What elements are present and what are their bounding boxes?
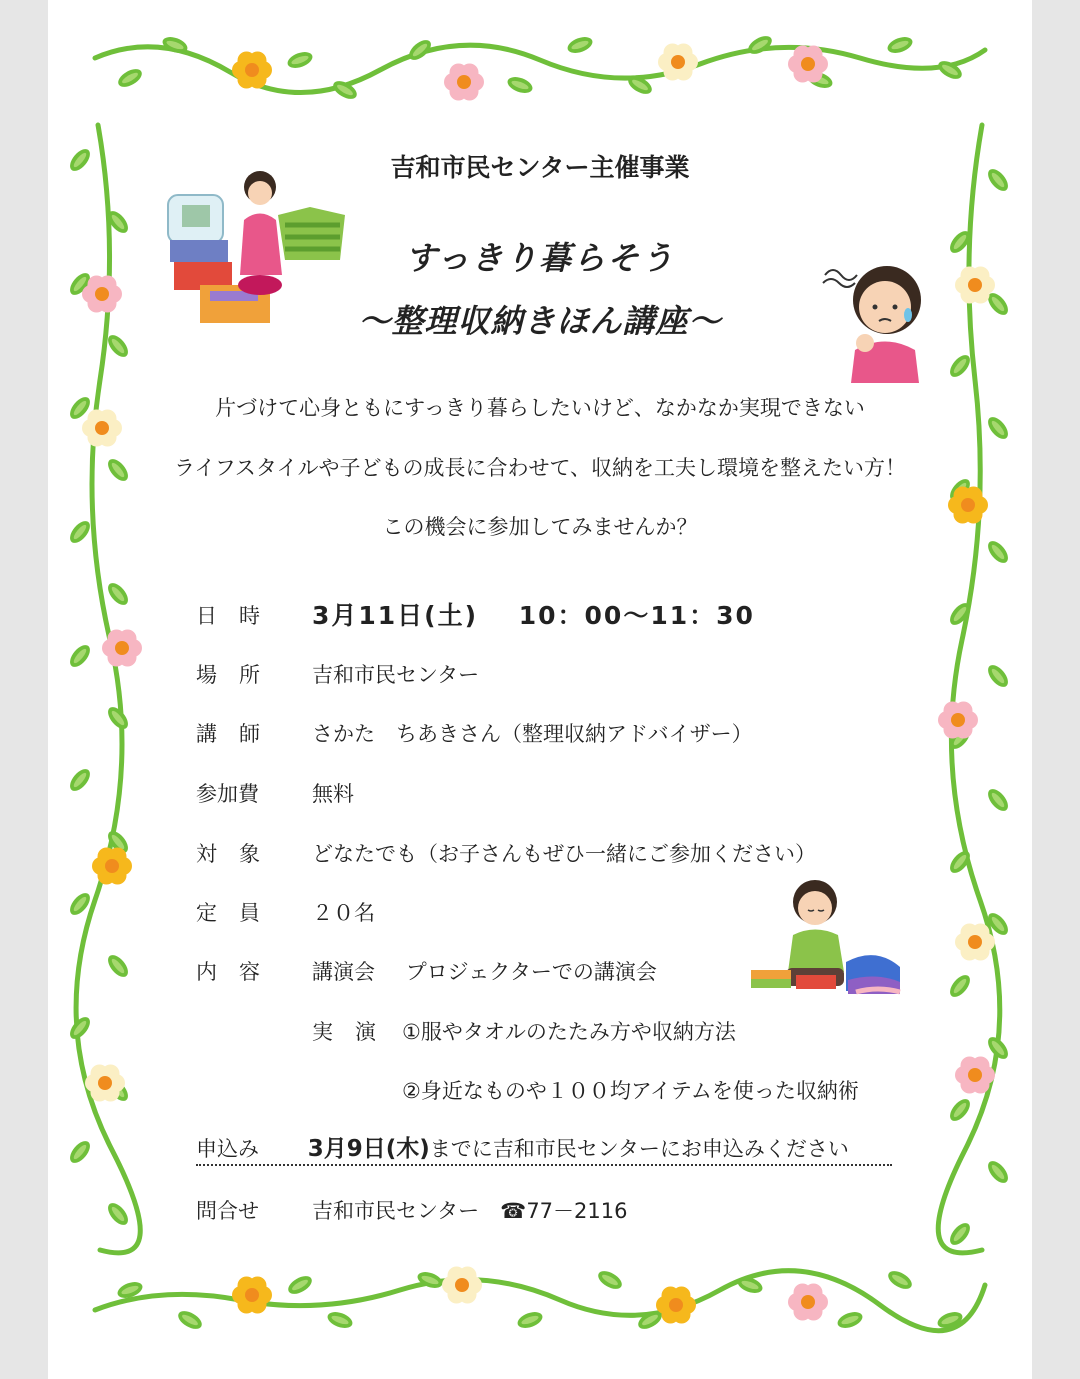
target-value: どなたでも（お子さんもぜひ一緒にご参加ください） [312, 842, 816, 866]
fee-label: 参加費 [196, 782, 259, 806]
contact-label: 問合せ [196, 1199, 259, 1223]
apply-deadline: 3月9日(木) [307, 1136, 430, 1162]
lecturer-label: 講師 [196, 722, 282, 746]
worried-woman-illustration [815, 255, 925, 383]
organizer-text: 吉和市民センター主催事業 [390, 153, 690, 182]
fee-value: 無料 [312, 782, 354, 806]
apply-instructions: までに吉和市民センターにお申込みください [429, 1137, 849, 1161]
lecture-value: プロジェクターでの講演会 [405, 960, 657, 984]
folding-clothes-illustration [160, 165, 355, 330]
intro-line-1: 片づけて心身ともにすっきり暮らしたいけど、なかなか実現できない [215, 396, 865, 420]
event-time: 10：00～11：30 [518, 601, 755, 630]
contact-value: 吉和市民センター ☎77－2116 [312, 1199, 628, 1223]
datetime-label: 日時 [196, 604, 282, 628]
demo-item-2: ②身近なものや１００均アイテムを使った収納術 [402, 1079, 859, 1103]
content-label: 内容 [196, 960, 282, 984]
kneeling-woman-illustration [748, 880, 908, 1005]
capacity-label: 定員 [196, 901, 282, 925]
lecturer-value: さかた ちあきさん（整理収納アドバイザー） [312, 722, 753, 746]
event-subtitle: ～整理収納きほん講座～ [358, 302, 722, 340]
event-date: 3月11日(土) [312, 601, 479, 630]
demo-item-1: ①服やタオルのたたみ方や収納方法 [402, 1020, 736, 1044]
event-title: すっきり暮らそう [404, 239, 676, 277]
place-label: 場所 [196, 663, 282, 687]
demo-label: 実演 [312, 1020, 398, 1044]
target-label: 対象 [196, 842, 282, 866]
apply-label: 申込み [196, 1137, 259, 1161]
datetime-value [312, 596, 755, 632]
intro-line-3: この機会に参加してみませんか？ [382, 515, 698, 539]
lecture-label: 講演会 [312, 960, 375, 984]
capacity-value: ２０名 [312, 901, 375, 925]
intro-line-2: ライフスタイルや子どもの成長に合わせて、収納を工夫し環境を整えたい方！ [173, 456, 907, 480]
content-lecture [312, 956, 657, 986]
apply-row [196, 1130, 892, 1166]
place-value: 吉和市民センター [312, 663, 480, 687]
